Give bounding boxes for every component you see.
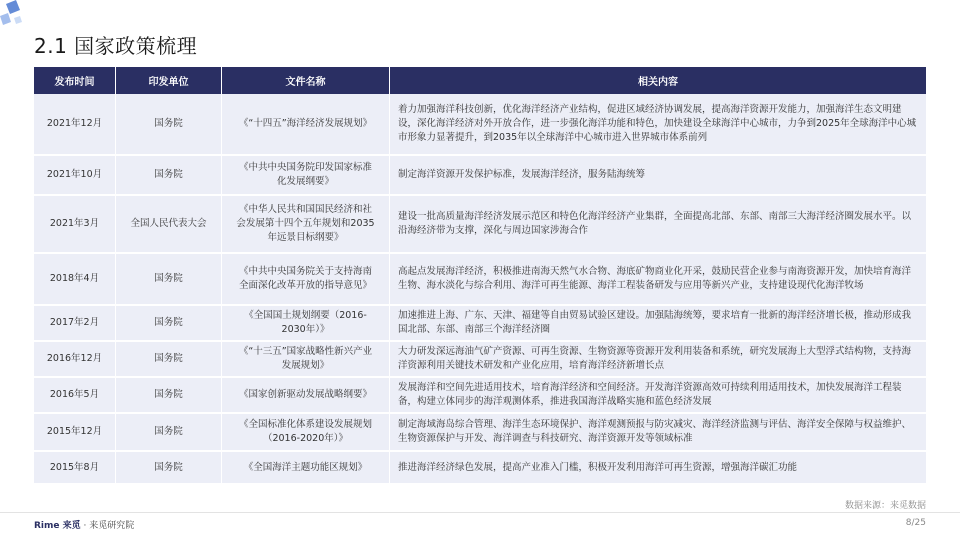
cell-content: 推进海洋经济绿色发展，提高产业准入门槛，积极开发利用海洋可再生资源，增强海洋碳汇功能 xyxy=(390,452,926,485)
brand-name: Rime 来觅 xyxy=(34,521,81,531)
cell-doc: 《中华人民共和国国民经济和社会发展第十四个五年规划和2035年远景目标纲要》 xyxy=(222,196,390,254)
cell-org: 国务院 xyxy=(116,452,222,485)
corner-decoration xyxy=(0,0,30,40)
cell-org: 国务院 xyxy=(116,414,222,452)
cell-doc: 《全国国土规划纲要（2016-2030年）》 xyxy=(222,306,390,342)
cell-org: 国务院 xyxy=(116,94,222,156)
cell-content: 发展海洋和空间先进适用技术，培育海洋经济和空间经济。开发海洋资源高效可持续利用适用技术，加快发展海洋工程装备，构建立体同步的海洋观测体系，推进我国海洋战略实施和蓝色经济发展 xyxy=(390,378,926,414)
brand-separator: · xyxy=(83,521,87,531)
cell-content: 建设一批高质量海洋经济发展示范区和特色化海洋经济产业集群，全面提高北部、东部、南部三大海洋经济圈发展水平。以沿海经济带为支撑，深化与周边国家涉海合作 xyxy=(390,196,926,254)
cell-content: 大力研发深远海油气矿产资源、可再生资源、生物资源等资源开发利用装备和系统，研究发展海上大型浮式结构物，支持海洋资源利用关键技术研发和产业化应用，培育海洋经济新增长点 xyxy=(390,342,926,378)
cell-content: 高起点发展海洋经济，积极推进南海天然气水合物、海底矿物商业化开采，鼓励民营企业参与南海资源开发，加快培育海洋生物、海水淡化与综合利用、海洋可再生能源、海洋工程装备研发与应用等新兴产业，支持建设现代化海洋牧场 xyxy=(390,254,926,306)
cell-doc: 《中共中央国务院关于支持海南全面深化改革开放的指导意见》 xyxy=(222,254,390,306)
cell-date: 2021年10月 xyxy=(34,156,116,196)
cell-content: 加速推进上海、广东、天津、福建等自由贸易试验区建设。加强陆海统筹，要求培育一批新的海洋经济增长极，推动形成我国北部、东部、南部三个海洋经济圈 xyxy=(390,306,926,342)
cell-content: 制定海域海岛综合管理、海洋生态环境保护、海洋观测预报与防灾减灾、海洋经济监测与评估、海洋安全保障与权益维护、生物资源保护与开发、海洋调查与科技研究、海洋资源开发等领域标准 xyxy=(390,414,926,452)
institute-name: 来觅研究院 xyxy=(89,521,135,531)
footer-divider xyxy=(0,512,960,513)
table-row xyxy=(34,378,926,414)
cell-org: 国务院 xyxy=(116,156,222,196)
header-date: 发布时间 xyxy=(34,67,116,94)
cell-org: 国务院 xyxy=(116,378,222,414)
table-row xyxy=(34,414,926,452)
header-org: 印发单位 xyxy=(116,67,222,94)
header-content: 相关内容 xyxy=(390,67,926,94)
table-row xyxy=(34,94,926,156)
cell-date: 2021年12月 xyxy=(34,94,116,156)
cell-doc: 《国家创新驱动发展战略纲要》 xyxy=(222,378,390,414)
page-title: 2.1 国家政策梳理 xyxy=(34,34,198,58)
cell-doc: 《中共中央国务院印发国家标准化发展纲要》 xyxy=(222,156,390,196)
cell-date: 2018年4月 xyxy=(34,254,116,306)
cell-org: 国务院 xyxy=(116,254,222,306)
table-row xyxy=(34,342,926,378)
footer-logo xyxy=(34,518,134,531)
table-row xyxy=(34,196,926,254)
table-row xyxy=(34,452,926,485)
data-source-note: 数据来源：来觅数据 xyxy=(844,501,926,511)
cell-doc: 《全国标准化体系建设发展规划（2016-2020年）》 xyxy=(222,414,390,452)
cell-org: 国务院 xyxy=(116,342,222,378)
cell-date: 2017年2月 xyxy=(34,306,116,342)
table-header-row xyxy=(34,67,926,94)
policy-table xyxy=(34,67,926,485)
cell-date: 2016年12月 xyxy=(34,342,116,378)
table-row xyxy=(34,254,926,306)
page-number: 8/25 xyxy=(905,518,926,528)
header-doc: 文件名称 xyxy=(222,67,390,94)
cell-content: 制定海洋资源开发保护标准，发展海洋经济，服务陆海统筹 xyxy=(390,156,926,196)
cell-org: 全国人民代表大会 xyxy=(116,196,222,254)
cell-date: 2015年12月 xyxy=(34,414,116,452)
cell-org: 国务院 xyxy=(116,306,222,342)
cell-date: 2021年3月 xyxy=(34,196,116,254)
cell-doc: 《“十四五”海洋经济发展规划》 xyxy=(222,94,390,156)
cell-date: 2015年8月 xyxy=(34,452,116,485)
cell-date: 2016年5月 xyxy=(34,378,116,414)
table-row xyxy=(34,306,926,342)
cell-doc: 《全国海洋主题功能区规划》 xyxy=(222,452,390,485)
cell-content: 着力加强海洋科技创新，优化海洋经济产业结构，促进区域经济协调发展，提高海洋资源开发能力，加强海洋生态文明建设，深化海洋经济对外开放合作，进一步强化海洋功能和特色，加快建设全球海洋中心城市，力争到2025年全球海洋中心城市形象力显著提升，到2035年以全球海洋中心城市进入世界城市体系前列 xyxy=(390,94,926,156)
cell-doc: 《“十三五”国家战略性新兴产业发展规划》 xyxy=(222,342,390,378)
table-row xyxy=(34,156,926,196)
